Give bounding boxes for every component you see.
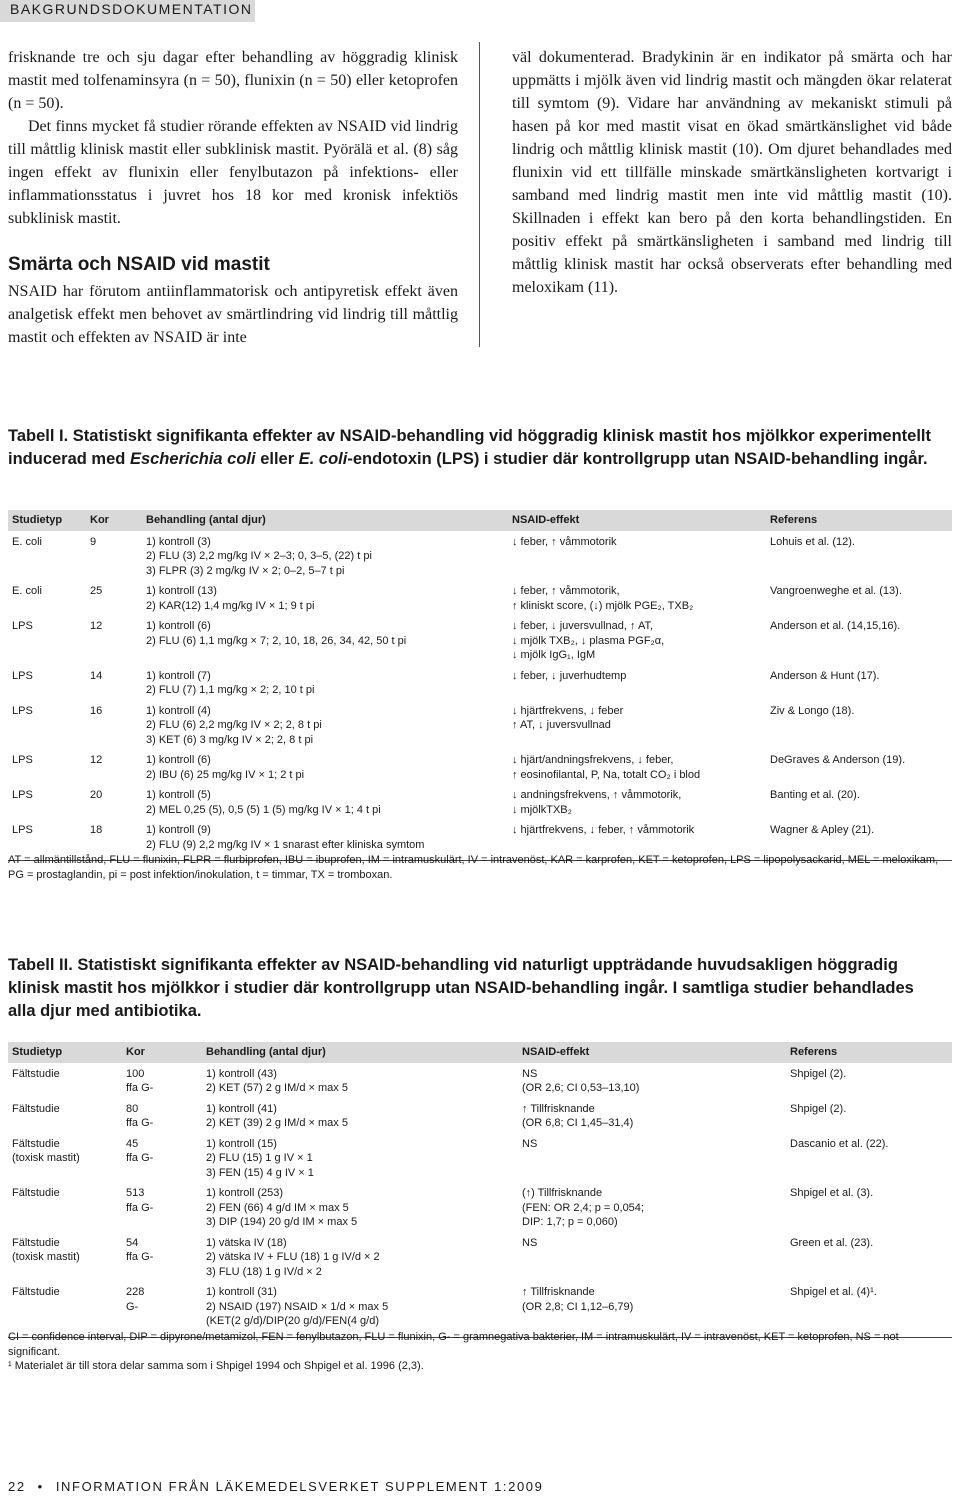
cell-line: 3) DIP (194) 20 g/d IM × max 5 [206,1216,358,1228]
cell-line: 1) kontroll (5) [146,789,211,801]
cell-treatment [202,1186,518,1236]
cell-line: 2) IBU (6) 25 mg/kg IV × 1; 2 t pi [146,768,305,781]
left-text-column [8,46,458,349]
paragraph: Det finns mycket få studier rörande effekten av NSAID vid lindrig till måttlig klinisk mastit eller subklinisk mastit. Pyörälä et al. (8) såg ingen effekt av flunixin eller fenylbutazon på infektions- eller inflammationsstatus i juvret hos 18 kor med kronisk infektiös subklinisk mastit. [8,118,458,227]
cell-line: ↓ feber, ↑ våmmotorik, [512,585,620,597]
cell-line: DIP: 1,7; p = 0,060) [522,1216,618,1228]
cell-line: 2) FLU (3) 2,2 mg/kg IV × 2–3; 0, 3–5, (22) t pi [146,550,372,562]
table-row [8,531,952,585]
cell-line: ffa G- [126,1201,154,1214]
column-header: Studietyp [8,1042,122,1063]
cell-line: ↓ feber, ↑ våmmotorik [512,535,617,548]
table-row [8,1236,952,1286]
cell-line: Fältstudie [12,1137,60,1150]
page-footer [8,1479,543,1494]
cell-line: ↓ mjölkTXB₂ [512,803,572,816]
cell-effect [508,753,766,788]
cell-kor [122,1063,202,1102]
cell-line: 1) kontroll (6) [146,754,211,766]
cell-line: 3) KET (6) 3 mg/kg IV × 2; 2, 8 t pi [146,733,314,746]
cell-effect [518,1102,786,1137]
cell-line: 1) kontroll (7) [146,669,211,682]
column-header: NSAID-effekt [518,1042,786,1063]
cell-line: Fältstudie [12,1286,60,1298]
cell-effect [508,669,766,704]
cell-treatment [142,584,508,619]
cell-line: 1) kontroll (4) [146,704,211,717]
cell-ref: DeGraves & Anderson (19). [770,754,906,766]
table-row [8,1186,952,1236]
column-header: NSAID-effekt [508,510,766,531]
cell-treatment [142,704,508,754]
cell-line: (KET(2 g/d)/DIP(20 g/d)/FEN(4 g/d) [206,1315,379,1327]
cell-line: Fältstudie [12,1067,60,1080]
cell-type: LPS [12,620,33,632]
cell-line: 1) vätska IV (18) [206,1236,287,1249]
cell-type: LPS [12,789,33,801]
cell-line: ↑ AT, ↓ juversvullnad [512,719,611,731]
cell-line: 1) kontroll (9) [146,824,211,836]
table-row [8,704,952,754]
cell-line: ffa G- [126,1117,154,1129]
cell-line: 513 [126,1187,145,1199]
cell-line: 45 [126,1137,139,1150]
cell-line: 228 [126,1286,145,1298]
cell-effect [508,788,766,823]
cell-kor: 12 [90,754,103,766]
cell-effect [508,704,766,754]
cell-effect [508,531,766,585]
cell-kor: 16 [90,704,103,717]
footnote-abbreviations: CI = confidence interval, DIP = dipyrone/metamizol, FEN = fenylbutazon, FLU = flunixin, G- = gramnegativa bakterier, IM = intramuskulärt, IV = intravenöst, KET = ketoprofen, NS = not significant. [8,1331,899,1358]
table2-footnote [8,1330,952,1374]
paragraph: frisknande tre och sju dagar efter behandling av höggradig klinisk mastit med tolfenaminsyra (n = 50), flunixin (n = 50) eller ketoprofen (n = 50). [8,49,458,112]
table2-title: Tabell II. Statistiskt signifikanta effekter av NSAID-behandling vid naturligt uppträdande huvudsakligen höggradig klinisk mastit hos mjölkkor i studier där kontrollgrupp utan NSAID-behandling ingår. I samtliga studier behandlades alla djur med antibiotika. [8,956,914,1020]
cell-line: (OR 6,8; CI 1,45–31,4) [522,1117,634,1129]
cell-line: 3) FLPR (3) 2 mg/kg IV × 2; 0–2, 5–7 t pi [146,564,345,577]
column-header: Kor [86,510,142,531]
cell-kor: 12 [90,620,103,632]
cell-line: ↓ hjärt/andningsfrekvens, ↓ feber, [512,754,674,766]
cell-line: 2) FLU (15) 1 g IV × 1 [206,1152,313,1164]
cell-ref: Ziv & Longo (18). [770,704,855,717]
cell-line: (toxisk mastit) [12,1152,80,1164]
cell-treatment [142,531,508,585]
cell-ref: Anderson & Hunt (17). [770,669,880,682]
cell-line: 2) FLU (6) 2,2 mg/kg IV × 2; 2, 8 t pi [146,719,322,731]
table1-footnote: AT = allmäntillstånd, FLU = flunixin, FLPR = flurbiprofen, IBU = ibuprofen, IM = intramuskulärt, IV = intravenöst, KAR = karprofen, KET = ketoprofen, LPS = lipopolysackarid, MEL = meloxikam, PG = prostaglandin, pi = post infektion/inokulation, t = timmar, TX = tromboxan. [8,854,939,881]
table-row [8,584,952,619]
cell-line: (OR 2,6; CI 0,53–13,10) [522,1082,640,1094]
cell-effect [518,1186,786,1236]
cell-ref: Shpigel (2). [790,1102,847,1115]
cell-kor [122,1137,202,1187]
table1-title: Tabell I. Statistiskt signifikanta effekter av NSAID-behandling vid höggradig klinisk mastit hos mjölkkor experimentellt inducerad med Escherichia coli eller E. coli-endotoxin (LPS) i studier där kontrollgrupp utan NSAID-behandling ingår. [8,427,931,468]
cell-line: 1) kontroll (6) [146,620,211,632]
table-row [8,753,952,788]
cell-line: 1) kontroll (253) [206,1187,284,1199]
cell-line: 1) kontroll (13) [146,585,217,597]
cell-line: Fältstudie [12,1236,60,1249]
cell-line: ↓ mjölk IgG₁, IgM [512,649,596,661]
table1 [8,510,952,861]
cell-line: 1) kontroll (41) [206,1102,277,1115]
bullet-separator: • [37,1479,44,1494]
cell-effect [508,619,766,669]
cell-kor [122,1102,202,1137]
table-header-row [8,510,952,531]
cell-line: 1) kontroll (3) [146,535,211,548]
cell-line: 2) FEN (66) 4 g/d IM × max 5 [206,1201,349,1214]
cell-line: ↓ feber, ↓ juverhudtemp [512,669,627,682]
cell-line: ffa G- [126,1152,154,1164]
cell-line: ↓ hjärtfrekvens, ↓ feber, ↑ våmmotorik [512,824,695,836]
cell-kor: 14 [90,669,103,682]
cell-ref: Vangroenweghe et al. (13). [770,585,902,597]
cell-line: 3) FLU (18) 1 g IV/d × 2 [206,1265,322,1278]
column-header: Referens [786,1042,952,1063]
footnote-reference-note: ¹ Materialet är till stora delar samma som i Shpigel 1994 och Shpigel et al. 1996 (2,3). [8,1360,424,1372]
cell-treatment [202,1063,518,1102]
cell-treatment [202,1236,518,1286]
cell-line: 1) kontroll (31) [206,1286,277,1298]
cell-line: 1) kontroll (43) [206,1067,277,1080]
cell-line: ffa G- [126,1251,154,1263]
paragraph: NSAID har förutom antiinflammatorisk och antipyretisk effekt även analgetisk effekt men behovet av smärtlindring vid lindrig till måttlig mastit och effekten av NSAID är inte [8,283,458,346]
cell-type: E. coli [12,585,42,597]
cell-line: ↑ Tillfrisknande [522,1286,595,1298]
cell-type: LPS [8,823,86,861]
column-header: Referens [766,510,952,531]
table2 [8,1042,952,1338]
cell-type [8,1236,122,1286]
table-row [8,1137,952,1187]
cell-type [8,1063,122,1102]
cell-line: NS [522,1137,538,1150]
cell-line: 2) MEL 0,25 (5), 0,5 (5) 1 (5) mg/kg IV × 1; 4 t pi [146,803,381,816]
table-row [8,619,952,669]
cell-ref: Shpigel (2). [790,1067,847,1080]
cell-type: LPS [12,754,33,766]
cell-line: 54 [126,1236,139,1249]
section-heading: Smärta och NSAID vid mastit [8,254,270,275]
cell-line: (toxisk mastit) [12,1251,80,1263]
cell-treatment [142,788,508,823]
cell-line: (↑) Tillfrisknande [522,1187,603,1199]
cell-type [8,1102,122,1137]
cell-line: 2) NSAID (197) NSAID × 1/d × max 5 [206,1300,389,1313]
cell-line: Fältstudie [12,1102,60,1115]
cell-ref: Wagner & Apley (21). [766,823,952,861]
table-row [8,788,952,823]
publication-name: INFORMATION FRÅN LÄKEMEDELSVERKET SUPPLEMENT 1:2009 [55,1479,544,1494]
cell-line: ↓ andningsfrekvens, ↑ våmmotorik, [512,789,682,801]
cell-line: ↑ kliniskt score, (↓) mjölk PGE₂, TXB₂ [512,599,694,612]
cell-treatment [202,1102,518,1137]
cell-line: 2) KET (39) 2 g IM/d × max 5 [206,1117,348,1129]
cell-line: G- [126,1300,139,1313]
column-header: Studietyp [8,510,86,531]
cell-treatment [202,1137,518,1187]
cell-line: ↑ Tillfrisknande [522,1102,595,1115]
cell-type: LPS [12,704,33,717]
cell-line: 100 [126,1067,145,1080]
cell-line: (OR 2,8; CI 1,12–6,79) [522,1300,634,1313]
cell-line: ffa G- [126,1082,154,1094]
table-row [8,1102,952,1137]
cell-treatment [142,619,508,669]
cell-line: ↓ feber, ↓ juversvullnad, ↑ AT, [512,620,654,632]
cell-line: ↓ mjölk TXB₂, ↓ plasma PGF₂α, [512,634,665,647]
cell-effect [518,1063,786,1102]
cell-line: ↓ hjärtfrekvens, ↓ feber [512,704,624,717]
cell-line: ↑ eosinofilantal, P, Na, totalt CO₂ i blod [512,768,701,781]
cell-line: 2) FLU (6) 1,1 mg/kg × 7; 2, 10, 18, 26, 34, 42, 50 t pi [146,634,407,647]
cell-line: NS [522,1067,538,1080]
column-divider [479,42,480,347]
cell-ref: Anderson et al. (14,15,16). [770,620,901,632]
cell-ref: Shpigel et al. (3). [790,1187,874,1199]
cell-kor [122,1186,202,1236]
cell-kor [122,1236,202,1286]
table-header-row [8,1042,952,1063]
column-header: Kor [122,1042,202,1063]
cell-ref: Lohuis et al. (12). [770,535,855,548]
cell-line: 2) KAR(12) 1,4 mg/kg IV × 1; 9 t pi [146,599,315,612]
cell-effect [518,1236,786,1286]
cell-type [8,1186,122,1236]
cell-type: E. coli [12,535,42,548]
cell-kor: 25 [90,585,103,597]
page-number: 22 [8,1479,26,1494]
section-label: BAKGRUNDSDOKUMENTATION [10,1,253,17]
cell-line: 2) vätska IV + FLU (18) 1 g IV/d × 2 [206,1251,380,1263]
cell-ref: Banting et al. (20). [770,789,860,801]
cell-ref: Green et al. (23). [790,1236,874,1249]
cell-effect [508,584,766,619]
cell-line: 2) FLU (9) 2,2 mg/kg IV × 1 snarast efter kliniska symtom [146,838,425,851]
paragraph: väl dokumenterad. Bradykinin är en indikator på smärta och har uppmätts i mjölk även vid lindrig mastit och mängden ökar relaterat till symtom (9). Vidare har användning av mekaniskt stimuli på hasen på kor med mastit visat en ökad smärtkänslighet vid både lindrig och måttlig klinisk mastit (10). Om djuret behandlades med flunixin vid ett tillfälle minskade smärtkänsligheten kortvarigt i samband med lindrig mastit men inte vid måttlig mastit (10). Skillnaden i effekt kan bero på den korta behandlingstiden. En positiv effekt på smärtkänsligheten i samband med lindrig till måttlig klinisk mastit har också observerats efter behandling med meloxikam (11). [512,49,952,296]
cell-type [8,1137,122,1187]
cell-line: 3) FEN (15) 4 g IV × 1 [206,1166,314,1179]
right-text-column [512,46,952,299]
cell-line: Fältstudie [12,1187,60,1199]
cell-line: 80 [126,1102,139,1115]
column-header: Behandling (antal djur) [142,510,508,531]
cell-kor: 18 [86,823,142,861]
column-header: Behandling (antal djur) [202,1042,518,1063]
table-row [8,1063,952,1102]
cell-line: NS [522,1236,538,1249]
cell-kor: 20 [90,789,103,801]
cell-type: LPS [12,669,33,682]
cell-ref: Shpigel et al. (4)¹. [786,1285,952,1337]
cell-effect [518,1137,786,1187]
cell-ref: Dascanio et al. (22). [790,1137,889,1150]
cell-line: 1) kontroll (15) [206,1137,277,1150]
cell-treatment [142,753,508,788]
table-row [8,669,952,704]
cell-kor: 9 [90,535,97,548]
cell-line: 2) KET (57) 2 g IM/d × max 5 [206,1082,348,1094]
cell-line: 2) FLU (7) 1,1 mg/kg × 2; 2, 10 t pi [146,684,315,696]
cell-line: (FEN: OR 2,4; p = 0,054; [522,1201,644,1214]
cell-treatment [142,669,508,704]
